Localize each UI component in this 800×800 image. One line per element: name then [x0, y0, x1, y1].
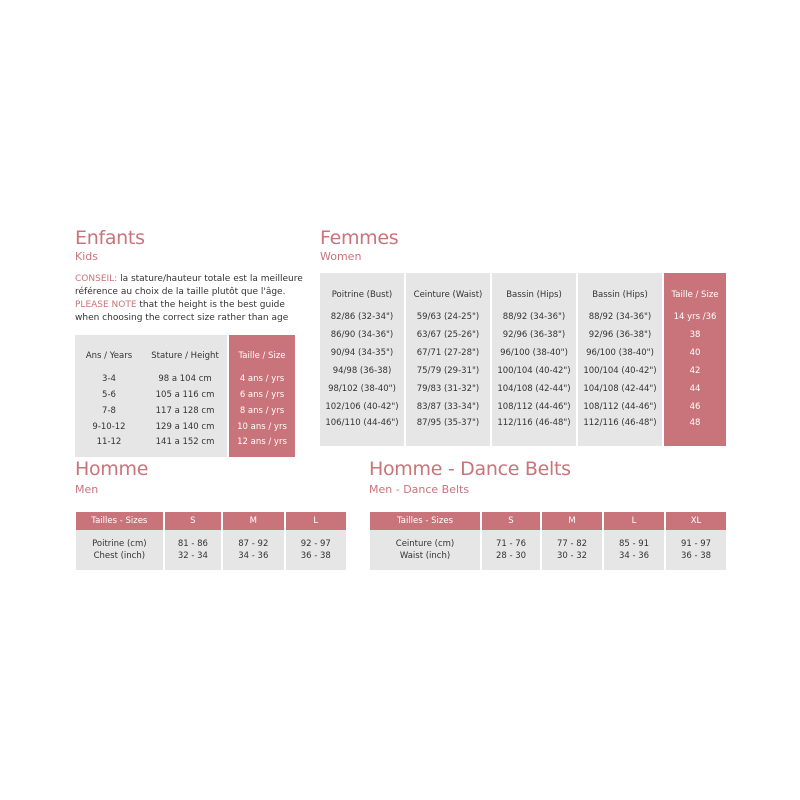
- table-row: [75, 387, 295, 403]
- db-cell: Waist (inch): [370, 551, 482, 570]
- note-en-text: that the height is the best guide when choosing the correct size rather than age: [75, 300, 289, 323]
- women-cell: 112/116 (46-48"): [578, 416, 664, 446]
- kids-size-table: [75, 335, 295, 457]
- kids-cell: 9-10-12: [75, 419, 143, 435]
- women-cell: 94/98 (36-38): [320, 362, 406, 380]
- men-cell: 34 - 36: [223, 551, 285, 570]
- db-cell: Ceinture (cm): [370, 536, 482, 551]
- women-size-cell: 40: [664, 344, 726, 362]
- table-header-row: [76, 512, 346, 530]
- table-row: [320, 362, 726, 380]
- kids-cell: 5-6: [75, 387, 143, 403]
- kids-size-cell: 6 ans / yrs: [229, 387, 295, 403]
- kids-size-cell: 12 ans / yrs: [229, 435, 295, 457]
- db-cell: 30 - 32: [542, 551, 604, 570]
- kids-cell: 141 a 152 cm: [143, 435, 229, 457]
- note-en-label: PLEASE NOTE: [75, 300, 137, 310]
- women-header-hips-2: Bassin (Hips): [578, 273, 664, 307]
- women-subtitle: Women: [320, 250, 362, 263]
- women-cell: 82/86 (32-34"): [320, 307, 406, 326]
- women-cell: 96/100 (38-40"): [492, 344, 578, 362]
- kids-cell: 11-12: [75, 435, 143, 457]
- women-cell: 92/96 (36-38"): [492, 326, 578, 344]
- women-cell: 100/104 (40-42"): [578, 362, 664, 380]
- note-fr-text: la stature/hauteur totale est la meilleure référence au choix de la taille plutôt que l'âge.: [75, 274, 303, 297]
- women-cell: 100/104 (40-42"): [492, 362, 578, 380]
- db-cell: 85 - 91: [604, 536, 666, 551]
- table-row: [320, 326, 726, 344]
- women-cell: 86/90 (34-36"): [320, 326, 406, 344]
- table-row: [75, 403, 295, 419]
- women-cell: 75/79 (29-31"): [406, 362, 492, 380]
- women-title: Femmes: [320, 227, 399, 249]
- kids-cell: 129 a 140 cm: [143, 419, 229, 435]
- women-header-hips: Bassin (Hips): [492, 273, 578, 307]
- table-row: [320, 380, 726, 398]
- women-cell: 102/106 (40-42"): [320, 398, 406, 416]
- men-header-sizes: Tailles - Sizes: [76, 512, 165, 530]
- women-size-cell: 48: [664, 416, 726, 446]
- men-cell: 32 - 34: [165, 551, 223, 570]
- women-cell: 106/110 (44-46"): [320, 416, 406, 446]
- kids-size-cell: 4 ans / yrs: [229, 371, 295, 387]
- kids-size-cell: 10 ans / yrs: [229, 419, 295, 435]
- women-cell: 104/108 (42-44"): [492, 380, 578, 398]
- table-header-row: [75, 335, 295, 371]
- women-cell: 67/71 (27-28"): [406, 344, 492, 362]
- kids-header-years: Ans / Years: [75, 335, 143, 371]
- women-cell: 63/67 (25-26"): [406, 326, 492, 344]
- women-header-size: Taille / Size: [664, 273, 726, 307]
- men-subtitle: Men: [75, 483, 99, 496]
- women-cell: 104/108 (42-44"): [578, 380, 664, 398]
- table-header-row: [370, 512, 726, 530]
- women-header-waist: Ceinture (Waist): [406, 273, 492, 307]
- table-row: [75, 435, 295, 457]
- db-cell: 28 - 30: [482, 551, 542, 570]
- women-size-cell: 44: [664, 380, 726, 398]
- men-cell: Poitrine (cm): [76, 536, 165, 551]
- table-row: [320, 344, 726, 362]
- db-cell: 36 - 38: [666, 551, 726, 570]
- db-header-xl: XL: [666, 512, 726, 530]
- table-row: [75, 371, 295, 387]
- kids-header-size: Taille / Size: [229, 335, 295, 371]
- table-row: [320, 398, 726, 416]
- db-header-sizes: Tailles - Sizes: [370, 512, 482, 530]
- men-title: Homme: [75, 458, 149, 480]
- men-header-l: L: [286, 512, 346, 530]
- women-size-cell: 14 yrs /36: [664, 307, 726, 326]
- kids-note: [75, 273, 305, 325]
- women-cell: 108/112 (44-46"): [578, 398, 664, 416]
- note-fr-label: CONSEIL:: [75, 274, 118, 284]
- women-size-cell: 38: [664, 326, 726, 344]
- women-size-cell: 42: [664, 362, 726, 380]
- men-cell: 81 - 86: [165, 536, 223, 551]
- db-cell: 34 - 36: [604, 551, 666, 570]
- dance-belts-subtitle: Men - Dance Belts: [369, 483, 470, 496]
- women-cell: 96/100 (38-40"): [578, 344, 664, 362]
- men-cell: 92 - 97: [286, 536, 346, 551]
- women-cell: 83/87 (33-34"): [406, 398, 492, 416]
- db-header-m: M: [542, 512, 604, 530]
- kids-cell: 7-8: [75, 403, 143, 419]
- men-cell: 36 - 38: [286, 551, 346, 570]
- dance-belts-title: Homme - Dance Belts: [369, 458, 571, 480]
- table-row: [75, 419, 295, 435]
- db-header-s: S: [482, 512, 542, 530]
- kids-header-height: Stature / Height: [143, 335, 229, 371]
- kids-cell: 98 a 104 cm: [143, 371, 229, 387]
- kids-size-cell: 8 ans / yrs: [229, 403, 295, 419]
- table-row: [76, 551, 346, 570]
- women-cell: 108/112 (44-46"): [492, 398, 578, 416]
- kids-title: Enfants: [75, 227, 145, 249]
- kids-subtitle: Kids: [75, 250, 98, 263]
- db-cell: 71 - 76: [482, 536, 542, 551]
- women-cell: 90/94 (34-35"): [320, 344, 406, 362]
- table-row: [370, 536, 726, 551]
- women-cell: 87/95 (35-37"): [406, 416, 492, 446]
- kids-cell: 3-4: [75, 371, 143, 387]
- db-header-l: L: [604, 512, 666, 530]
- kids-cell: 117 a 128 cm: [143, 403, 229, 419]
- men-header-s: S: [165, 512, 223, 530]
- men-cell: Chest (inch): [76, 551, 165, 570]
- table-row: [76, 536, 346, 551]
- table-row: [370, 551, 726, 570]
- women-cell: 88/92 (34-36"): [578, 307, 664, 326]
- db-cell: 91 - 97: [666, 536, 726, 551]
- men-size-table: [76, 512, 346, 570]
- women-cell: 112/116 (46-48"): [492, 416, 578, 446]
- women-header-bust: Poitrine (Bust): [320, 273, 406, 307]
- men-header-m: M: [223, 512, 285, 530]
- men-cell: 87 - 92: [223, 536, 285, 551]
- kids-cell: 105 a 116 cm: [143, 387, 229, 403]
- table-row: [320, 416, 726, 446]
- table-header-row: [320, 273, 726, 307]
- women-size-table: [320, 273, 726, 446]
- women-cell: 59/63 (24-25"): [406, 307, 492, 326]
- women-cell: 79/83 (31-32"): [406, 380, 492, 398]
- women-size-cell: 46: [664, 398, 726, 416]
- table-row: [320, 307, 726, 326]
- women-cell: 92/96 (36-38"): [578, 326, 664, 344]
- db-cell: 77 - 82: [542, 536, 604, 551]
- women-cell: 88/92 (34-36"): [492, 307, 578, 326]
- dance-belts-size-table: [370, 512, 726, 570]
- women-cell: 98/102 (38-40"): [320, 380, 406, 398]
